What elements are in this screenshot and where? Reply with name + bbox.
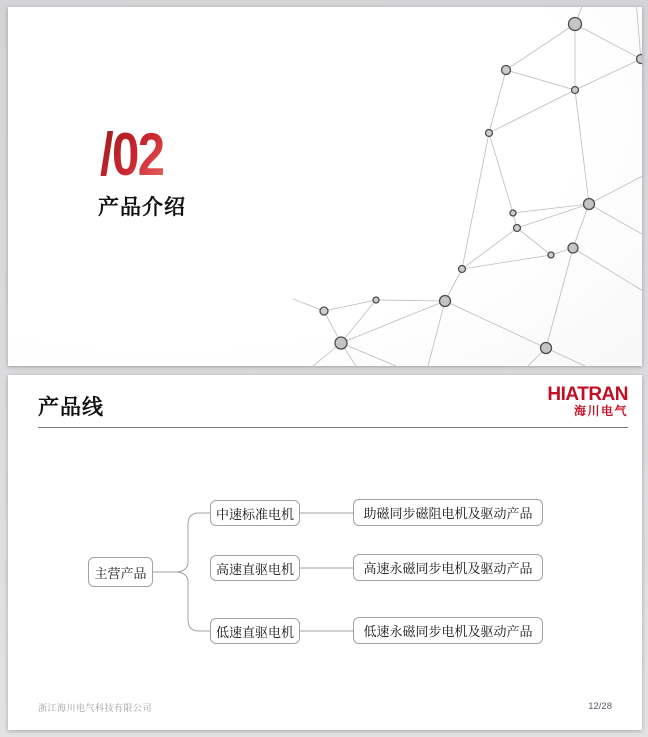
page-title: 产品线 [38, 396, 104, 419]
tree-category-node-1: 中速标准电机 [210, 500, 300, 526]
tree-category-node-2: 高速直驱电机 [210, 555, 300, 581]
tree-product-node-1: 助磁同步磁阻电机及驱动产品 [353, 499, 543, 526]
footer-company-name: 浙江海川电气科技有限公司 [38, 703, 153, 713]
section-title: 产品介绍 [98, 196, 186, 219]
slide-section-cover [8, 7, 642, 366]
tree-root-node: 主营产品 [88, 557, 153, 587]
footer-page-number: 12/28 [588, 701, 612, 712]
tree-category-node-3: 低速直驱电机 [210, 618, 300, 644]
section-number: /02 [100, 121, 164, 188]
logo-chinese-name: 海川电气 [573, 404, 628, 418]
tree-product-node-2: 高速永磁同步电机及驱动产品 [353, 554, 543, 581]
logo-wordmark: HIATRAN [547, 384, 628, 405]
slide-product-line [8, 375, 642, 730]
tree-product-node-3: 低速永磁同步电机及驱动产品 [353, 617, 543, 644]
tree-connectors [8, 375, 642, 730]
